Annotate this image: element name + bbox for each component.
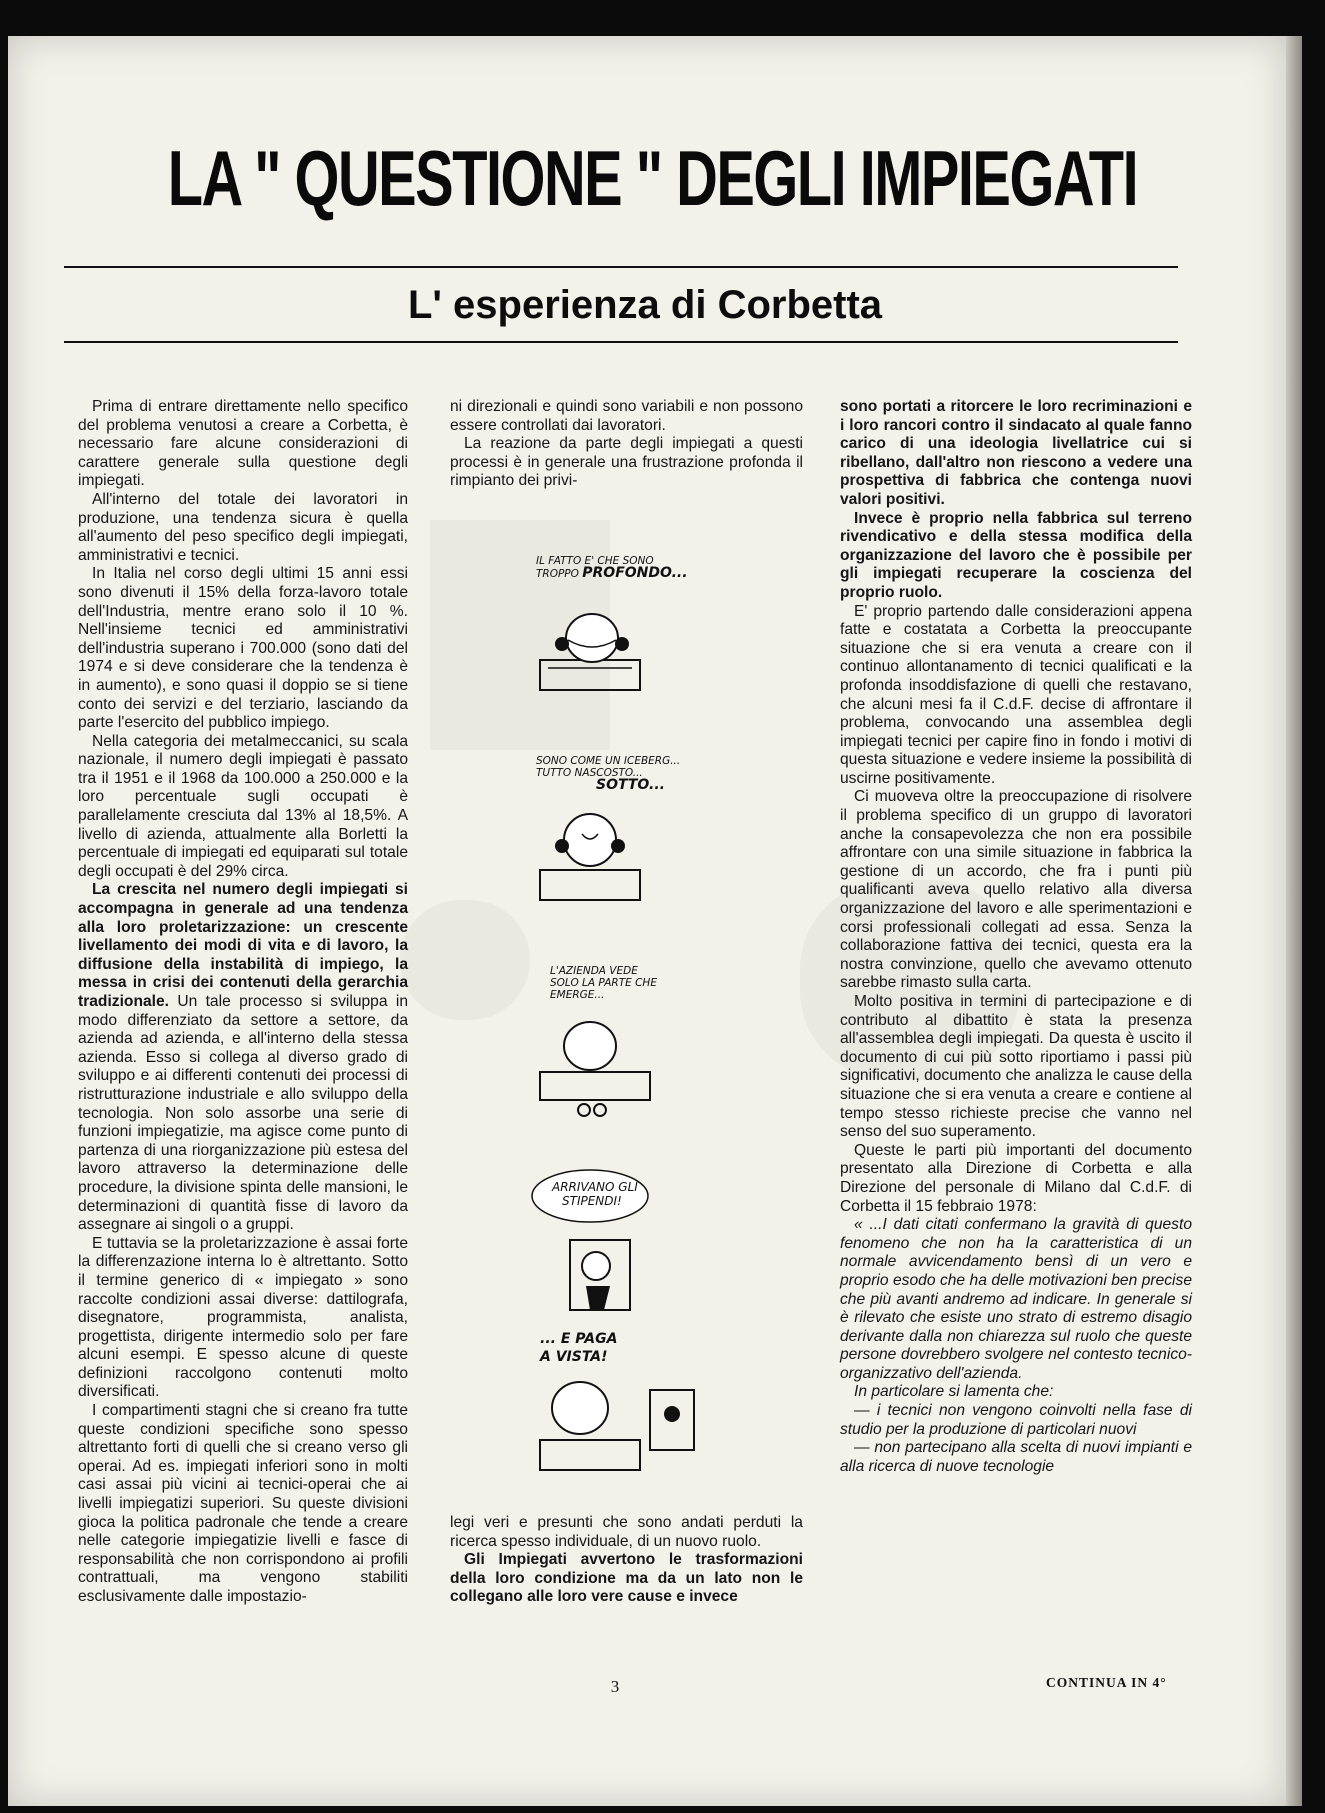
article-subhead: L' esperienza di Corbetta [407, 283, 883, 327]
paragraph [78, 398, 408, 491]
bold-text: La crescita nel numero degli impiegati si accompagna in generale ad una tendenza alla loro proletarizzazione: un crescente livellamento dei modi di vita e di lavoro, la diffusione della instabilità di impiego, la messa in crisi dei contenuti della gerarchia tradizionale. [78, 881, 408, 1010]
cartoon-panel-5 [530, 1370, 730, 1480]
headline-rule [64, 266, 1178, 268]
body-text: All'interno del totale dei lavoratori in produzione, una tendenza sicura è quella all'aumento del peso specifico degli impiegati, amministrativi e tecnici. [78, 490, 408, 564]
cartoon-caption-5: ... E PAGA A VISTA! [540, 1331, 618, 1365]
paragraph [840, 1402, 1192, 1439]
cartoon-caption-4: ARRIVANO GLI STIPENDI! [552, 1180, 638, 1208]
body-text: Ci muoveva oltre la preoccupazione di risolvere il problema specifico di un gruppo di lavoratori anche la consapevolezza che non era possibile affrontare con una simile situazione in fabbrica la gestione di un accordo, che fra i punti più qualificanti aveva quello relativo alla diversa organizzazione del lavoro e alle sperimentazioni e corsi professionali collegati ad essa. Senza la collaborazione fattiva dei tecnici, questa era la nostra convinzione, quello che avevamo ottenuto sarebbe rimasto sulla carta. [840, 788, 1192, 992]
cartoon-panel-1 [530, 590, 730, 700]
paragraph [840, 510, 1192, 603]
paragraph [78, 565, 408, 732]
article-column-1 [78, 398, 408, 1607]
paragraph [840, 398, 1192, 510]
cartoon-caption-2: SONO COME UN ICEBERG... TUTTO NASCOSTO... SOTTO... [536, 755, 681, 793]
subhead-rule [64, 341, 1178, 343]
cartoon-panel-3 [530, 1010, 730, 1120]
body-text: ni direzionali e quindi sono variabili e non possono essere controllati dai lavoratori. [450, 398, 803, 434]
paragraph [840, 1216, 1192, 1383]
page-headline: LA " QUESTIONE " DEGLI IMPIEGATI [167, 134, 1138, 222]
cartoon-caption-3: L'AZIENDA VEDE SOLO LA PARTE CHE EMERGE... [550, 965, 657, 1001]
paragraph [840, 788, 1192, 993]
paragraph [840, 993, 1192, 1142]
bold-text: Gli Impiegati avvertono le trasformazioni della loro condizione ma da un lato non le collegano alle loro vere cause e invece [450, 1551, 803, 1606]
paragraph [840, 1439, 1192, 1476]
article-column-2-end [450, 1514, 803, 1607]
bleed-through [400, 900, 530, 1020]
italic-text: — non partecipano alla scelta di nuovi impianti e alla ricerca di nuove tecnologie [840, 1439, 1192, 1475]
cartoon-caption-1: IL FATTO E' CHE SONO TROPPO PROFONDO... [536, 555, 688, 581]
bold-text: sono portati a ritorcere le loro recriminazioni e i loro rancori contro il sindacato al quale fanno carico di una ideologia livellatrice cui si ribellano, dall'altro non riescono a vedere una prospettiva di fabbrica che contenga nuovi valori positivi. [840, 398, 1192, 508]
paragraph [78, 881, 408, 1234]
body-text: E tuttavia se la proletarizzazione è assai forte la differenzazione interna lo è altrettanto. Sotto il termine generico di « impiegato » sono raccolte condizioni assai diverse: dattilografa, disegnatore, programmista, analista, progettista, dirigente intermedio solo per fare alcuni esempi. E spesso alcune di queste definizioni raccolgono contenuti molto diversificati. [78, 1234, 408, 1401]
paragraph [78, 1402, 408, 1607]
paragraph [78, 491, 408, 565]
paragraph [450, 435, 803, 491]
body-text: Prima di entrare direttamente nello specifico del problema venutosi a creare a Corbetta, è necessario fare alcune considerazioni di carattere generale sulla questione degli impiegati. [78, 398, 408, 490]
body-text: E' proprio partendo dalle considerazioni appena fatte e costatata a Corbetta la preoccupante situazione che si era venuta a creare con il continuo allontanamento di tecnici qualificati e la profonda insoddisfazione di quelli che restavano, che alcuni mesi fa il C.d.F. decise di affrontare il problema, convocando una assemblea degli impiegati tecnici per capire fino in fondo i motivi di questa situazione e vedere insieme la possibilità di uscirne positivamente. [840, 602, 1192, 787]
paragraph [840, 1142, 1192, 1216]
cartoon-panel-4 [530, 1230, 730, 1320]
paragraph [78, 733, 408, 882]
body-text: legi veri e presunti che sono andati perduti la ricerca spesso individuale, di un nuovo ruolo. [450, 1514, 803, 1550]
bold-text: Invece è proprio nella fabbrica sul terreno rivendicativo e della stessa modifica della organizzazione del lavoro che è possibile per gli impiegati recuperare la coscienza del proprio ruolo. [840, 509, 1192, 601]
body-text: Nella categoria dei metalmeccanici, su scala nazionale, il numero degli impiegati è passato tra il 1951 e il 1968 da 100.000 a 250.000 e la loro percentuale sugli occupati è parallelamente cresciuta dal 13% al 18,5%. A livello di azienda, attualmente alla Borletti la percentuale di impiegati ed equiparati sul totale degli occupati è del 29% circa. [78, 732, 408, 880]
paragraph [78, 1235, 408, 1402]
body-text: In Italia nel corso degli ultimi 15 anni essi sono divenuti il 15% della forza-lavoro totale dell'Industria, mentre erano solo il 10 %. Nell'insieme tecnici ed amministrativi dell'industria superano i 700.000 (sono dati del 1974 e si deve considerare che la tendenza è in aumento), e sono quasi il doppio se si tiene conto dei servizi e del terziario, lasciando da parte l'esercito del pubblico impiego. [78, 565, 408, 732]
continued-on-note: CONTINUA IN 4° [1046, 1675, 1167, 1690]
body-text: Un tale processo si sviluppa in modo differenziato da settore a settore, da azienda ad azienda, e all'interno della stessa azienda. Esso si collega al diverso grado di sviluppo e ai differenti contenuti dei processi di ristrutturazione industriale e allo sviluppo della tecnologia. Non solo assorbe una serie di funzioni impiegatizie, ma agisce come punto di partenza di una riorganizzazione più estesa del lavoro attraverso la determinazione delle procedure, la divisione spinta delle mansioni, le determinazioni di quantità fisse di lavoro da assegnare ai singoli o a gruppi. [78, 993, 408, 1234]
page-number: 3 [610, 1677, 620, 1696]
body-text: La reazione da parte degli impiegati a questi processi è in generale una frustrazione profonda il rimpianto dei privi- [450, 435, 803, 490]
cartoon-panel-2 [530, 800, 730, 910]
body-text: I compartimenti stagni che si creano fra tutte queste condizioni specifiche sono spesso altrettanto forti di quelli che si creano verso gli operai. Ad es. impiegati inferiori sono in molti casi assai più vicini ai tecnici-operai che ai livelli impiegatizi superiori. Su queste divisioni gioca la politica padronale che tende a creare nelle categorie impiegatizie livelli e fasce di responsabilità che non corrispondono ai profili contrattuali, ma vengono stabiliti esclusivamente dalle impostazio- [78, 1402, 408, 1605]
italic-text: « ...I dati citati confermano la gravità di questo fenomeno che non ha la caratteristica di un normale avvicendamento bensì di un vero e proprio esodo che ha delle motivazioni ben precise che più avanti andremo ad indicare. In generale si è rilevato che esiste uno strato di estremo disagio derivante dalla non chiarezza sul ruolo che queste persone dovrebbero svolgere nel contesto tecnico-organizzativo dell'azienda. [840, 1216, 1192, 1382]
article-column-3 [840, 398, 1192, 1476]
italic-text: In particolare si lamenta che: [854, 1383, 1054, 1401]
article-column-2 [450, 398, 803, 491]
paragraph [840, 603, 1192, 789]
paragraph [450, 398, 803, 435]
body-text: Queste le parti più importanti del documento presentato alla Direzione di Corbetta e alla Direzione del personale di Milano dal C.d.F. di Corbetta il 15 febbraio 1978: [840, 1141, 1192, 1215]
paragraph [840, 1383, 1192, 1402]
italic-text: — i tecnici non vengono coinvolti nella fase di studio per la produzione di particolari nuovi [840, 1402, 1192, 1438]
cartoon-strip [530, 550, 730, 1480]
paragraph [450, 1514, 803, 1551]
paragraph [450, 1551, 803, 1607]
body-text: Molto positiva in termini di partecipazione e di contributo al dibattito è stata la presenza all'assemblea degli impiegati. Da questa è uscito il documento di cui più sotto riportiamo i passi più significativi, documento che analizza le cause della situazione che si era venuta a creare e contiene al tempo stesso richieste precise che vanno nel senso del suo superamento. [840, 993, 1192, 1141]
